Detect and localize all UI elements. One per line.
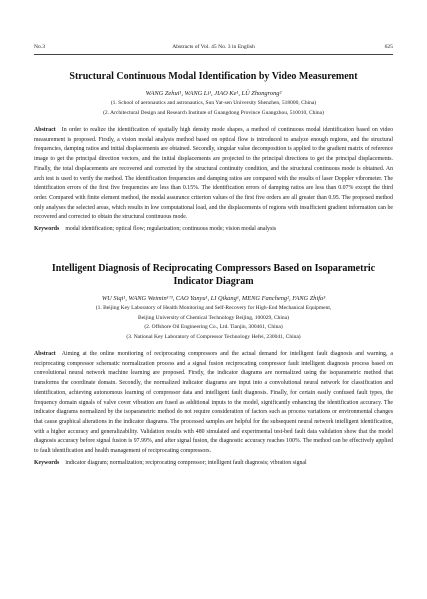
abstract-label: Abstract bbox=[34, 351, 56, 357]
abstract-text: Aiming at the online monitoring of reciprocating compressors and the actual demand for intelligent fault diagnosis and warning, a reciprocating compressor schematic normalization process and a signal fusion reciprocating compressor fault intelligent diagnosis process based on convolutional neural network machine learning are proposed. Firstly, the indicator diagrams are normalized using the isoparametric method that transforms the coordinate domain. Secondly, the normalized indicator diagrams are input into a convolutional neural network for classification and identification, achieving autonomous learning of compressor data and intelligent fault diagnosis. Finally, for certain easily confused fault types, the frequency domain signals of valve cover vibration are fused as additional inputs to the model, significantly enhancing the identification accuracy. The indicator diagrams normalized by the isoparametric method do not require consideration of factors such as process variations or environmental changes that cause graphical alterations in the indicator diagrams. The processed samples are helpful for the subsequent neural network intelligent identification, with a higher accuracy and generalizability. Validation results with 480 simulated and experimental test-bed fault data validation show that the model diagnosis accuracy before signal fusion is 97.99%, and after signal fusion, the diagnostic accuracy reaches 100%. The method can be effectively applied to fault identification and health management of reciprocating compressors. bbox=[34, 351, 393, 455]
affiliation-line: (3. National Key Laboratory of Compressor Technology Hefei, 230041, China) bbox=[126, 333, 301, 340]
abstract-paragraph bbox=[34, 350, 393, 457]
issue-number: No.3 bbox=[34, 44, 46, 50]
running-header bbox=[34, 44, 393, 51]
article-2 bbox=[34, 262, 393, 468]
article-title: Intelligent Diagnosis of Reciprocating Compressors Based on Isoparametric Indicator Diagram bbox=[51, 263, 376, 287]
affiliation-line: Beijing University of Chemical Technology Beijing, 100029, China) bbox=[138, 314, 289, 321]
abstract-label: Abstract bbox=[34, 127, 56, 133]
keywords-line bbox=[34, 459, 393, 469]
affiliation-line: (1. School of aeronautics and astronautics, Sun Yat-sen University Shenzhen, 518000, China) bbox=[110, 100, 317, 106]
affiliation-line: (2. Architectural Design and Research Institute of Guangdong Province Guangzhou, 510010, China) bbox=[103, 109, 324, 116]
keywords-label: Keywords bbox=[34, 226, 60, 233]
abstract-paragraph bbox=[34, 126, 393, 223]
keywords-label: Keywords bbox=[34, 459, 60, 466]
article-1 bbox=[34, 70, 393, 235]
article-authors: WANG Zehui¹, WANG Li¹, JIAO Ke¹, LÜ Zhongrong² bbox=[145, 90, 282, 97]
abstract-text: In order to realize the identification of spatially high density mode shapes, a method of continuous modal identification based on video measurement is proposed. Firstly, a vision modal analysis method based on optical flow is introduced to analyze enough regions, and the structural frequencies, damping ratios and initial displacements are obtained. Secondly, singular value decomposition is applied to the gradient matrix of reference image to get the principal direction vectors, and the initial displacements are projected to the principal directions to get the principal displacements. Finally, the total displacements are recovered and corrected by the structural continuity condition, and the structural continuous mode is obtained. An arch test is used to verify the method. The identification frequencies and damping ratios are compared with the results of laser Doppler vibrometer. The identification errors of the first five frequencies are less than 0.15%. The identification errors of damping ratios are less than 0.07% except the third order. Compared with finite element method, the modal assurance criterion values of the first five orders are all greater than 0.95. The proposed method only analyses the selected areas, which results in low computational load, and the displacements of regions with insufficient gradient information can be recovered and corrected to obtain the structural continuous mode. bbox=[34, 127, 393, 221]
keywords-line bbox=[34, 225, 393, 235]
article-title: Structural Continuous Modal Identification by Video Measurement bbox=[69, 71, 358, 82]
header-rule bbox=[34, 54, 393, 55]
page-number: 625 bbox=[384, 44, 393, 50]
keywords-text: indicator diagram; normalization; reciprocating compressor; intelligent fault diagnosis; vibration signal bbox=[65, 459, 307, 466]
keywords-text: modal identification; optical flow; regularization; continuous mode; vision modal analysis bbox=[65, 226, 277, 233]
article-authors: WU Siqi¹, WANG Weimin¹ʼ³, CAO Yanyu¹, LI Qikang¹, MENG Fancheng², FANG Zhifa³ bbox=[101, 295, 326, 302]
affiliation-line: (2. Offshore Oil Engineering Co., Ltd. Tianjin, 300461, China) bbox=[144, 324, 283, 330]
journal-volume-title: Abstracts of Vol. 45 No. 3 in English bbox=[172, 44, 255, 50]
affiliation-line: (1. Beijing Key Laboratory of Health Monitoring and Self-Recovery for High-End Mechanical Equipment, bbox=[95, 305, 332, 311]
